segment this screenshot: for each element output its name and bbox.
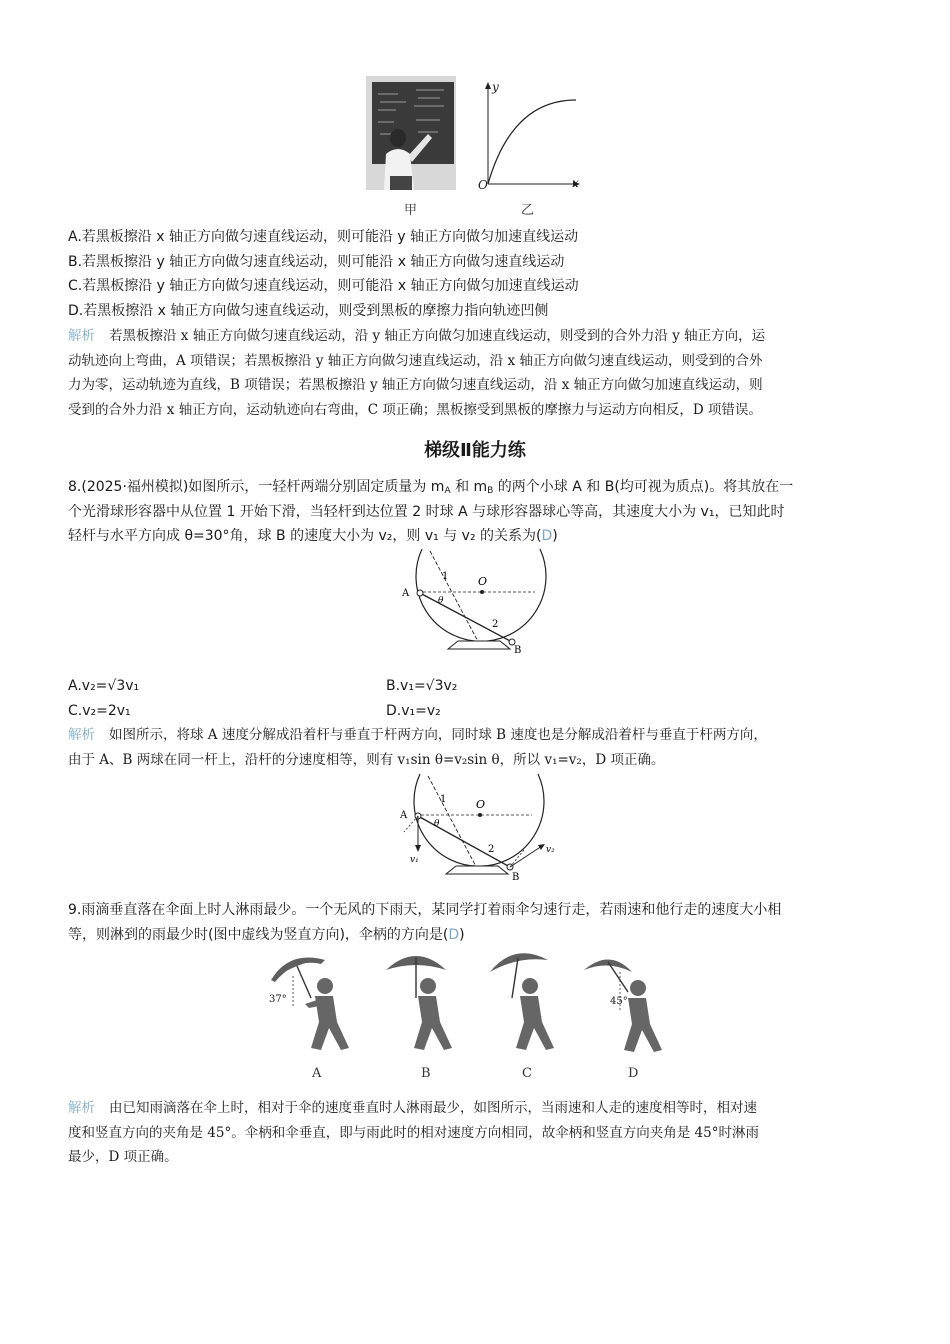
q8-stem-line-1 (68, 477, 793, 501)
q7-analysis-text-1: 若黑板擦沿 x 轴正方向做匀速直线运动，沿 y 轴正方向做匀加速直线运动，则受到的合外力沿 y 轴正方向，运 (109, 328, 766, 344)
q8-fig-label-2: 2 (492, 619, 499, 630)
q8-option-c: C.v₂=2v₁ (68, 703, 131, 719)
q9-figure-b (380, 948, 470, 1062)
q8-stem-3: 轻杆与水平方向成 θ=30°角，球 B 的速度大小为 v₂，则 v₁ 与 v₂ 的关系为( (68, 528, 542, 544)
q8-sol-label-theta: θ (434, 819, 440, 829)
q8-sub-b: B (487, 486, 494, 496)
figure-label-yi: 乙 (521, 203, 535, 218)
figure-blackboard-photo (366, 76, 456, 190)
q8-stem-3-end: ) (552, 528, 558, 544)
q8-analysis-text-1: 如图所示，将球 A 速度分解成沿着杆与垂直于杆两方向，同时球 B 速度也是分解成沿着杆与垂直于杆两方向， (109, 727, 767, 743)
q8-sol-label-1: 1 (440, 794, 447, 805)
q8-fig-label-a: A (402, 588, 410, 599)
q9-fig-label-b: B (421, 1066, 431, 1081)
graph-x-label: x (572, 176, 579, 190)
q7-option-c: C.若黑板擦沿 y 轴正方向做匀速直线运动，则可能沿 x 轴正方向做匀加速直线运动 (68, 278, 579, 294)
q8-stem-1a: 8.(2025·福州模拟)如图所示，一轻杆两端分别固定质量为 m (68, 479, 445, 495)
q9-figure-a (265, 952, 365, 1062)
q7-analysis-line-2: 动轨迹向上弯曲，A 项错误；若黑板擦沿 y 轴正方向做匀速直线运动，沿 x 轴正方向做匀速直线运动，则受到的合外 (68, 353, 763, 369)
q8-option-d: D.v₁=v₂ (386, 703, 441, 719)
graph-origin-label: O (478, 178, 488, 192)
q9-angle-d: 45° (610, 996, 628, 1007)
q9-stem-2: 等，则淋到的雨最少时(图中虚线为竖直方向)，伞柄的方向是( (68, 927, 449, 943)
q9-answer: D (448, 927, 460, 943)
q8-analysis-tag: 解析 (68, 727, 95, 743)
q8-sol-label-a: A (400, 810, 408, 821)
q7-option-d: D.若黑板擦沿 x 轴正方向做匀速直线运动，则受到黑板的摩擦力指向轨迹凹侧 (68, 303, 549, 319)
q8-analysis-line-2: 由于 A、B 两球在同一杆上，沿杆的分速度相等，则有 v₁sin θ=v₂sin θ，所以 v₁=v₂，D 项正确。 (68, 752, 665, 768)
q8-stem-1b: 和 m (450, 479, 488, 495)
q8-stem-line-3 (68, 526, 558, 546)
q8-analysis-line-1 (68, 725, 767, 745)
q8-fig-label-b: B (514, 645, 522, 656)
q9-figure-c (484, 948, 574, 1062)
section-title: 梯级Ⅱ能力练 (424, 440, 526, 461)
q9-analysis-line-3: 最少，D 项正确。 (68, 1149, 178, 1165)
q7-analysis-tag: 解析 (68, 328, 95, 344)
q8-sol-label-v2: v₂ (546, 845, 555, 855)
q9-angle-a: 37° (269, 994, 287, 1005)
q9-analysis-text-1: 由已知雨滴落在伞上时，相对于伞的速度垂直时人淋雨最少，如图所示，当雨速和人走的速度相等时，相对速 (109, 1100, 757, 1116)
q9-analysis-line-2: 度和竖直方向的夹角是 45°。伞柄和伞垂直，即与雨此时的相对速度方向相同，故伞柄和竖直方向夹角是 45°时淋雨 (68, 1125, 759, 1141)
q8-fig-label-o: O (478, 575, 488, 588)
q9-fig-label-d: D (628, 1066, 639, 1081)
q8-fig-label-1: 1 (442, 571, 449, 582)
q8-option-a: A.v₂=√3v₁ (68, 678, 140, 694)
q7-analysis-line-3: 力为零，运动轨迹为直线，B 项错误；若黑板擦沿 y 轴正方向做匀速直线运动，沿 x 轴正方向做匀加速直线运动，则 (68, 377, 763, 393)
q9-stem-2-end: ) (459, 927, 465, 943)
graph-y-label: y (492, 80, 499, 94)
q9-fig-label-c: C (522, 1066, 532, 1081)
q9-figure-d (580, 952, 680, 1062)
q7-option-b: B.若黑板擦沿 y 轴正方向做匀速直线运动，则可能沿 x 轴正方向做匀速直线运动 (68, 254, 565, 270)
q9-analysis-tag: 解析 (68, 1100, 95, 1116)
q7-analysis-line-1 (68, 326, 765, 346)
q8-solution-figure (392, 770, 564, 885)
q8-answer: D (541, 528, 553, 544)
q8-stem-1c: 的两个小球 A 和 B(均可视为质点)。将其放在一 (493, 479, 794, 495)
q9-stem-line-2 (68, 925, 465, 945)
q8-figure-sphere (400, 545, 560, 660)
q8-sub-a: A (444, 486, 451, 496)
q9-analysis-line-1 (68, 1098, 757, 1118)
q7-analysis-line-4: 受到的合外力沿 x 轴正方向，运动轨迹向右弯曲，C 项正确；黑板擦受到黑板的摩擦力与运动方向相反，D 项错误。 (68, 402, 762, 418)
q9-stem-line-1: 9.雨滴垂直落在伞面上时人淋雨最少。一个无风的下雨天，某同学打着雨伞匀速行走，若雨速和他行走的速度大小相 (68, 902, 782, 918)
q7-option-a: A.若黑板擦沿 x 轴正方向做匀速直线运动，则可能沿 y 轴正方向做匀加速直线运动 (68, 229, 579, 245)
q8-sol-label-o: O (476, 798, 486, 811)
q8-fig-label-theta: θ (438, 596, 444, 606)
q8-sol-label-2: 2 (488, 844, 495, 855)
figure-label-jia: 甲 (404, 203, 418, 218)
q8-option-b: B.v₁=√3v₂ (386, 678, 458, 694)
q8-stem-line-2: 个光滑球形容器中从位置 1 开始下滑，当轻杆到达位置 2 时球 A 与球形容器球心等高，其速度大小为 v₁，已知此时 (68, 504, 785, 520)
q9-fig-label-a: A (312, 1066, 322, 1081)
figure-trajectory-graph (472, 80, 584, 192)
q8-sol-label-b: B (512, 872, 520, 883)
q8-sol-label-v1: v₁ (410, 855, 419, 865)
